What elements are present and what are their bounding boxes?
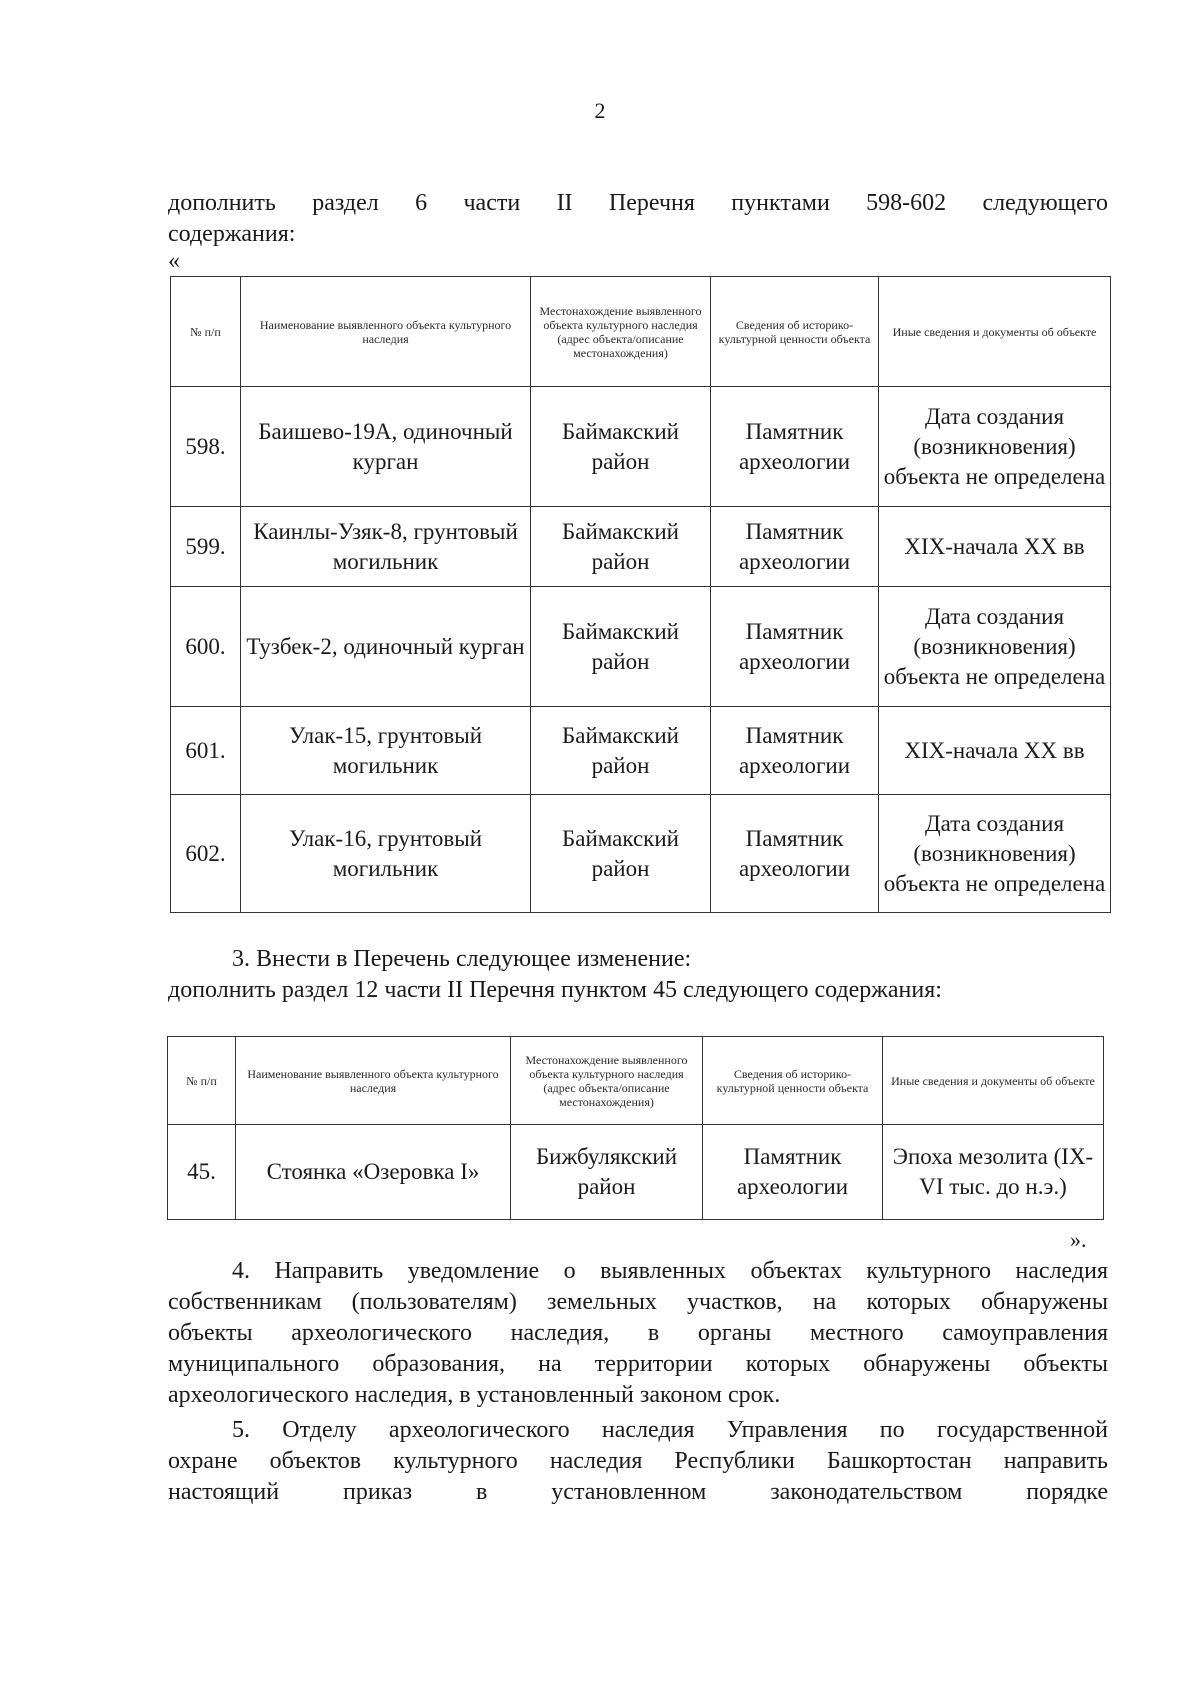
cell-other: Дата создания (возникновения) объекта не определена xyxy=(879,795,1111,913)
cell-num: 601. xyxy=(171,707,241,795)
cell-other: Дата создания (возникновения) объекта не определена xyxy=(879,587,1111,707)
cell-location: Баймакский район xyxy=(531,587,711,707)
cell-other: Эпоха мезолита (IX-VI тыс. до н.э.) xyxy=(883,1125,1104,1220)
header-value: Сведения об историко-культурной ценности объекта xyxy=(711,277,879,387)
table-row xyxy=(171,587,1111,707)
cell-other: Дата создания (возникновения) объекта не определена xyxy=(879,387,1111,507)
heritage-table-section-12 xyxy=(167,1036,1104,1220)
cell-num: 599. xyxy=(171,507,241,587)
open-quote: « xyxy=(168,248,180,274)
cell-value: Памятник археологии xyxy=(711,507,879,587)
intro-line-2: содержания: xyxy=(168,221,296,247)
header-location: Местонахождение выявленного объекта культурного наследия (адрес объекта/описание местонахождения) xyxy=(511,1037,703,1125)
cell-value: Памятник археологии xyxy=(711,707,879,795)
cell-name: Улак-16, грунтовый могильник xyxy=(241,795,531,913)
cell-location: Баймакский район xyxy=(531,387,711,507)
cell-num: 45. xyxy=(168,1125,236,1220)
header-name: Наименование выявленного объекта культурного наследия xyxy=(241,277,531,387)
section-5-line-3: настоящий приказ в установленном законодательством порядке xyxy=(168,1479,1108,1505)
header-location: Местонахождение выявленного объекта культурного наследия (адрес объекта/описание местонахождения) xyxy=(531,277,711,387)
header-num: № п/п xyxy=(171,277,241,387)
header-num: № п/п xyxy=(168,1037,236,1125)
table-row xyxy=(168,1125,1104,1220)
table-row xyxy=(171,387,1111,507)
header-other: Иные сведения и документы об объекте xyxy=(883,1037,1104,1125)
heritage-table-section-6 xyxy=(170,276,1111,913)
close-quote: ». xyxy=(1070,1227,1087,1252)
header-value: Сведения об историко-культурной ценности объекта xyxy=(703,1037,883,1125)
cell-value: Памятник археологии xyxy=(711,795,879,913)
table-row xyxy=(171,507,1111,587)
cell-name: Улак-15, грунтовый могильник xyxy=(241,707,531,795)
section-4-line-3: объекты археологического наследия, в органы местного самоуправления xyxy=(168,1320,1108,1346)
section-3-line-1: 3. Внести в Перечень следующее изменение: xyxy=(232,946,692,972)
cell-other: XIX-начала XX вв xyxy=(879,507,1111,587)
cell-num: 602. xyxy=(171,795,241,913)
section-4-line-2: собственникам (пользователям) земельных участков, на которых обнаружены xyxy=(168,1289,1108,1315)
intro-line-1: дополнить раздел 6 части II Перечня пунктами 598-602 следующего xyxy=(168,190,1108,216)
section-5-line-2: охране объектов культурного наследия Республики Башкортостан направить xyxy=(168,1448,1108,1474)
section-4-line-4: муниципального образования, на территории которых обнаружены объекты xyxy=(168,1351,1108,1377)
cell-name: Баишево-19А, одиночный курган xyxy=(241,387,531,507)
cell-value: Памятник археологии xyxy=(711,587,879,707)
cell-num: 600. xyxy=(171,587,241,707)
section-5-line-1: 5. Отделу археологического наследия Управления по государственной xyxy=(232,1417,1108,1443)
table-row xyxy=(171,795,1111,913)
header-other: Иные сведения и документы об объекте xyxy=(879,277,1111,387)
cell-name: Каинлы-Узяк-8, грунтовый могильник xyxy=(241,507,531,587)
cell-location: Баймакский район xyxy=(531,707,711,795)
table-row xyxy=(171,707,1111,795)
section-4-line-1: 4. Направить уведомление о выявленных объектах культурного наследия xyxy=(232,1258,1108,1284)
cell-location: Бижбулякский район xyxy=(511,1125,703,1220)
cell-value: Памятник археологии xyxy=(703,1125,883,1220)
cell-value: Памятник археологии xyxy=(711,387,879,507)
cell-name: Тузбек-2, одиночный курган xyxy=(241,587,531,707)
page-number: 2 xyxy=(594,98,606,123)
cell-location: Баймакский район xyxy=(531,507,711,587)
header-name: Наименование выявленного объекта культурного наследия xyxy=(236,1037,511,1125)
table-header-row xyxy=(168,1037,1104,1125)
cell-location: Баймакский район xyxy=(531,795,711,913)
cell-other: XIX-начала XX вв xyxy=(879,707,1111,795)
section-4-line-5: археологического наследия, в установленный законом срок. xyxy=(168,1382,781,1408)
section-3-line-2: дополнить раздел 12 части II Перечня пунктом 45 следующего содержания: xyxy=(168,977,942,1003)
table-header-row xyxy=(171,277,1111,387)
cell-name: Стоянка «Озеровка I» xyxy=(236,1125,511,1220)
cell-num: 598. xyxy=(171,387,241,507)
